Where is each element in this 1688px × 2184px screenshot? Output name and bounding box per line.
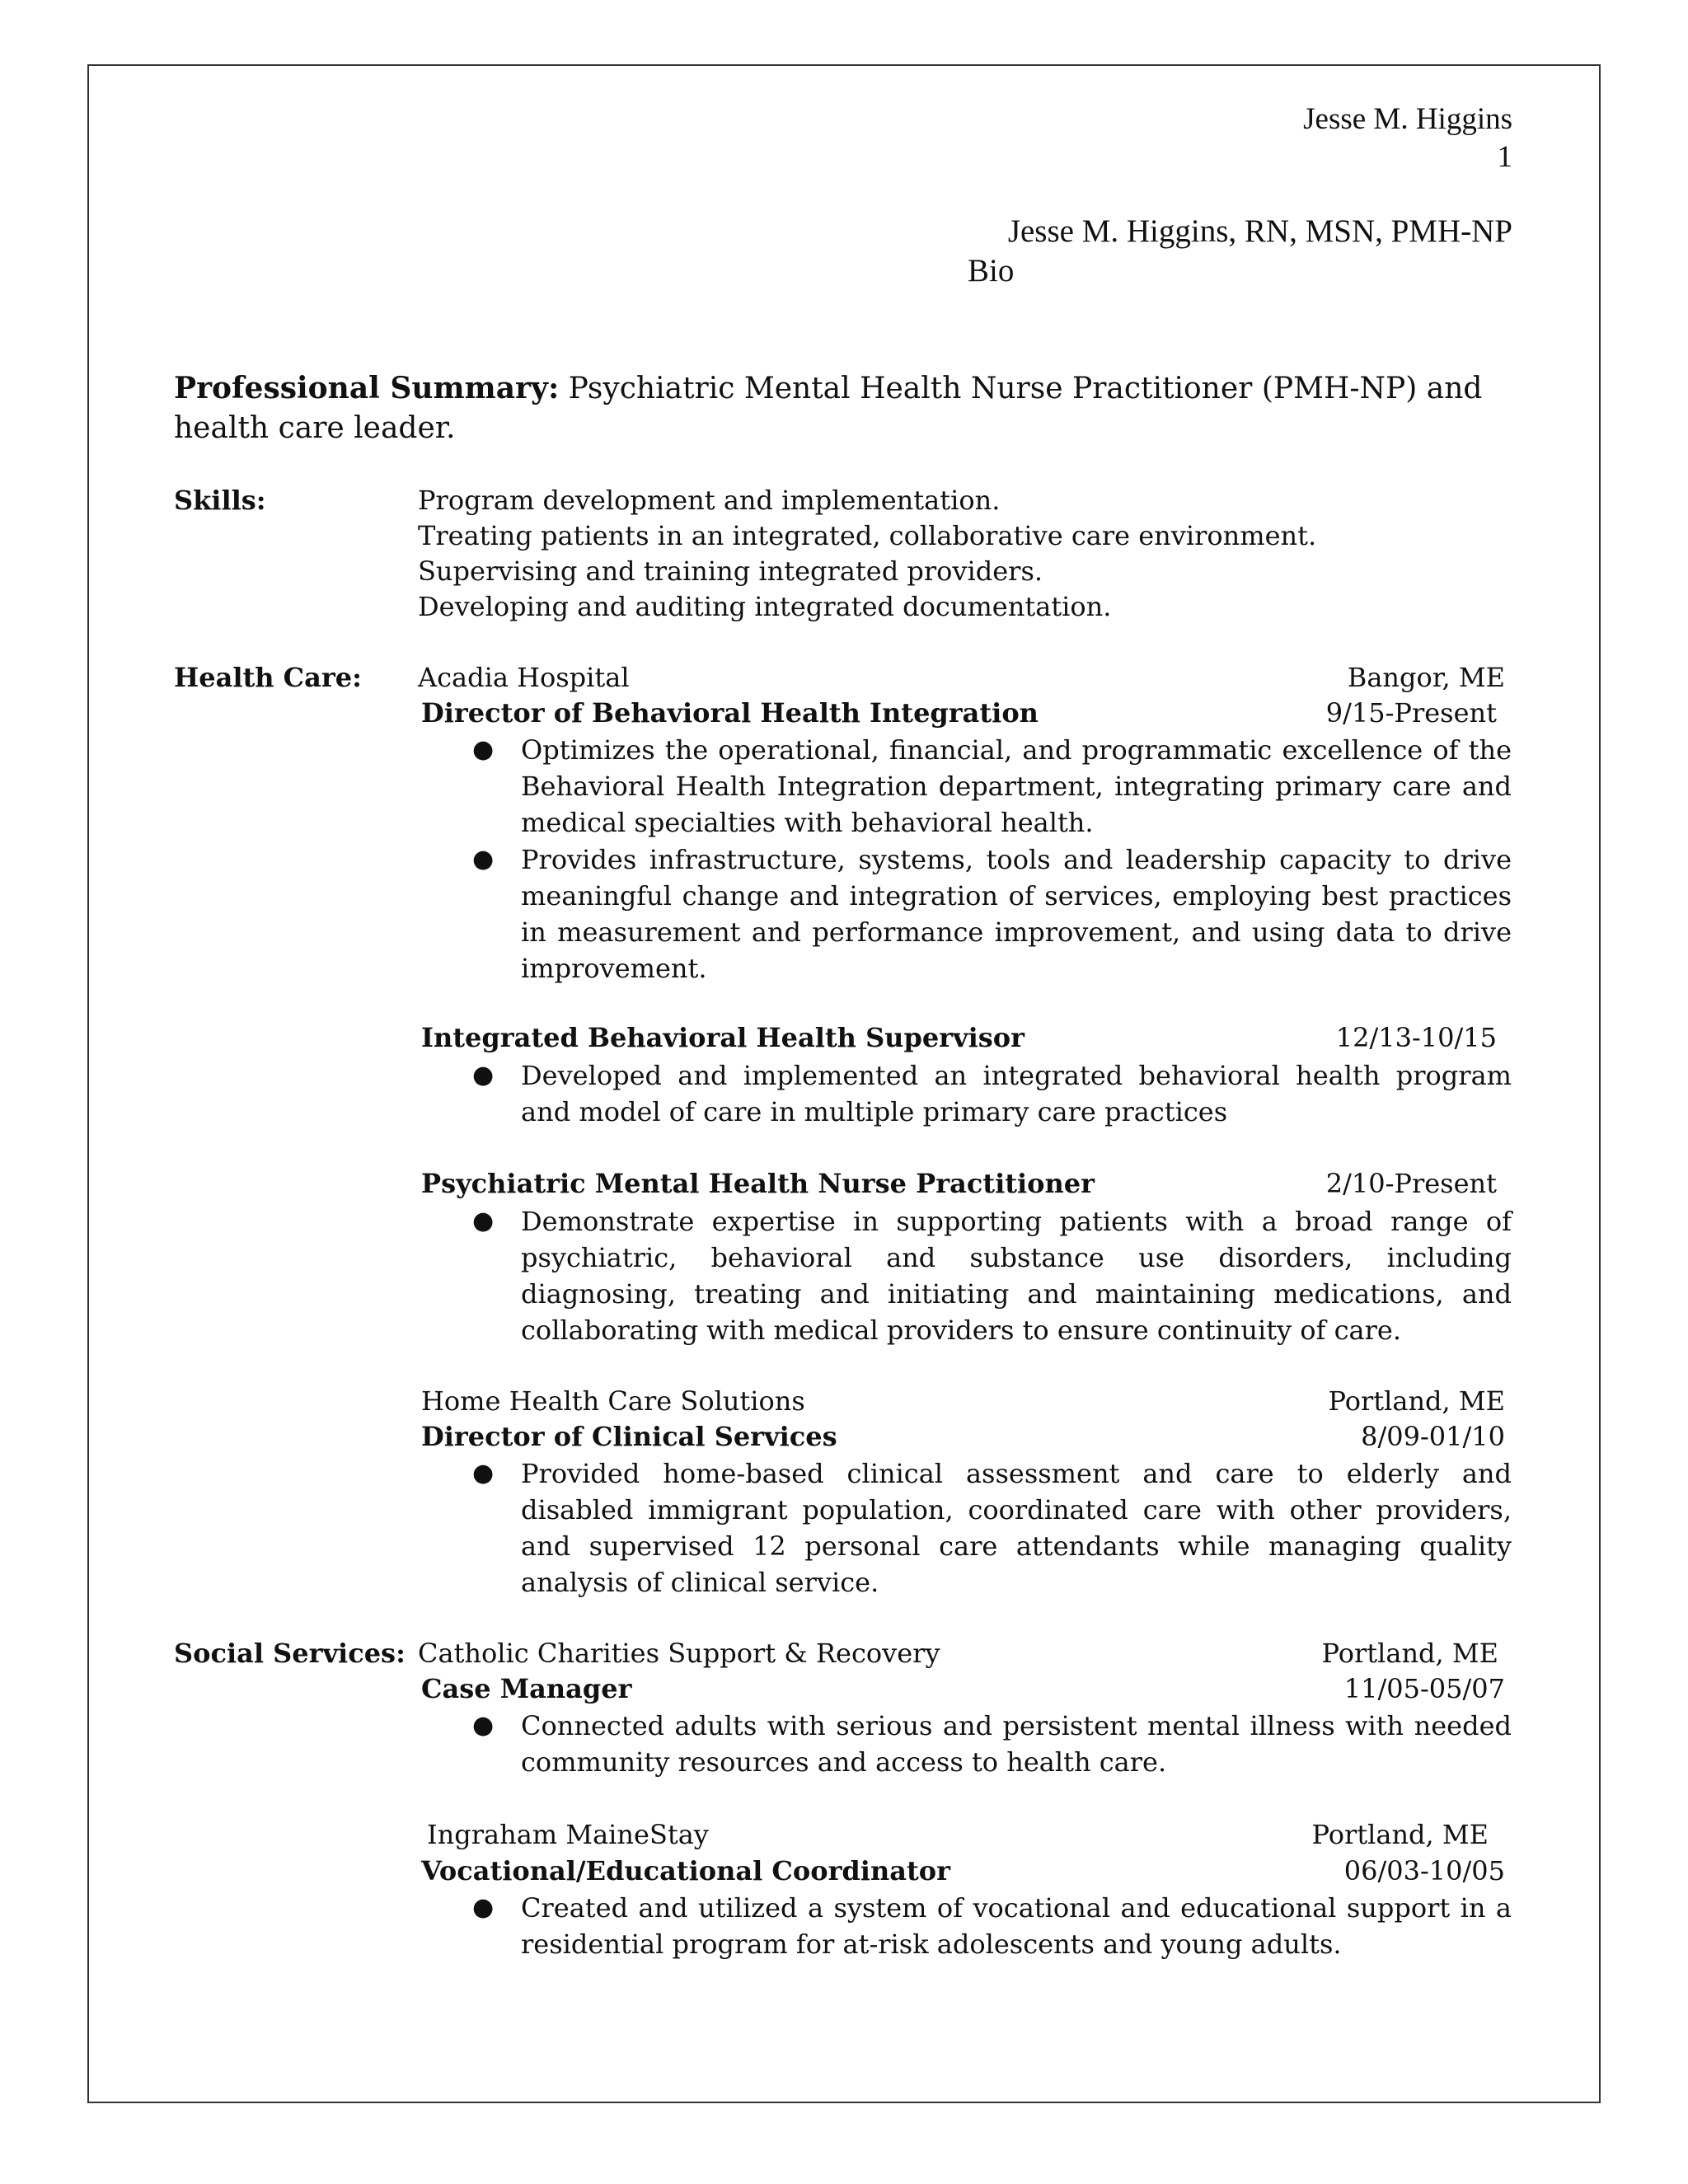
- organization-location: Portland, ME: [1321, 1638, 1498, 1669]
- document-subtitle: Bio: [968, 253, 1015, 288]
- bullet-icon: ●: [472, 1207, 495, 1235]
- organization-name: Home Health Care Solutions: [421, 1385, 805, 1417]
- job-bullet-text: Demonstrate expertise in supporting patients with a broad range of psychiatric, behavioral and substance use disorders, including diagnosing, treating and initiating and maintaining medications, and collaborating with medical providers to ensure continuity of care.: [521, 1206, 1512, 1346]
- job-dates: 8/09-01/10: [1361, 1421, 1505, 1452]
- job-bullet-text: Optimizes the operational, financial, and programmatic excellence of the Behavioral Health Integration department, integrating primary care and medical specialties with behavioral health.: [521, 734, 1512, 838]
- social-services-label: Social Services:: [174, 1638, 406, 1669]
- bullet-icon: ●: [472, 735, 495, 764]
- job-dates: 11/05-05/07: [1343, 1673, 1505, 1704]
- job-title: Director of Behavioral Health Integration: [421, 697, 1039, 729]
- organization-location: Portland, ME: [1328, 1385, 1505, 1417]
- job-dates: 2/10-Present: [1325, 1168, 1497, 1199]
- skill-item: Program development and implementation.: [418, 485, 1001, 516]
- bullet-icon: ●: [472, 1061, 495, 1090]
- organization-name: Acadia Hospital: [418, 662, 630, 693]
- job-title: Case Manager: [421, 1673, 632, 1704]
- summary-text: Psychiatric Mental Health Nurse Practitioner (PMH-NP) and health care leader.: [174, 372, 1483, 445]
- organization-location: Portland, ME: [1311, 1819, 1489, 1850]
- job-bullet-text: Provides infrastructure, systems, tools and leadership capacity to drive meaningful change and integration of services, employing best practices in measurement and performance improvement, and using data to drive improvement.: [521, 844, 1512, 984]
- page-number: 1: [1497, 140, 1512, 174]
- organization-name: Catholic Charities Support & Recovery: [418, 1638, 940, 1669]
- job-dates: 12/13-10/15: [1335, 1022, 1497, 1053]
- organization-name: Ingraham MaineStay: [427, 1819, 709, 1850]
- health-care-label: Health Care:: [174, 662, 362, 693]
- summary-label: Professional Summary:: [174, 371, 560, 405]
- skill-item: Developing and auditing integrated documentation.: [418, 591, 1112, 622]
- job-title: Vocational/Educational Coordinator: [421, 1855, 950, 1886]
- job-bullet-text: Provided home-based clinical assessment and care to elderly and disabled immigrant population, coordinated care with other providers, and supervised 12 personal care attendants while managing quality analysis of clinical service.: [521, 1458, 1512, 1598]
- job-dates: 06/03-10/05: [1343, 1855, 1505, 1886]
- bullet-icon: ●: [472, 1711, 495, 1740]
- professional-summary: [174, 368, 1526, 448]
- skill-item: Treating patients in an integrated, collaborative care environment.: [418, 520, 1317, 551]
- job-dates: 9/15-Present: [1325, 697, 1497, 729]
- bullet-icon: ●: [472, 1459, 495, 1488]
- job-title: Director of Clinical Services: [421, 1421, 837, 1452]
- job-title: Psychiatric Mental Health Nurse Practitioner: [421, 1168, 1095, 1199]
- organization-location: Bangor, ME: [1347, 662, 1505, 693]
- job-title: Integrated Behavioral Health Supervisor: [421, 1022, 1025, 1053]
- document-title: Jesse M. Higgins, RN, MSN, PMH-NP: [1007, 213, 1512, 249]
- running-header-name: Jesse M. Higgins: [1303, 102, 1512, 136]
- bullet-icon: ●: [472, 1893, 495, 1922]
- skills-label: Skills:: [174, 485, 266, 516]
- job-bullet-text: Developed and implemented an integrated behavioral health program and model of care in multiple primary care practices: [521, 1060, 1512, 1127]
- job-bullet-text: Created and utilized a system of vocational and educational support in a residential program for at-risk adolescents and young adults.: [521, 1892, 1512, 1960]
- skill-item: Supervising and training integrated providers.: [418, 555, 1043, 587]
- job-bullet-text: Connected adults with serious and persistent mental illness with needed community resources and access to health care.: [521, 1710, 1512, 1778]
- bullet-icon: ●: [472, 845, 495, 874]
